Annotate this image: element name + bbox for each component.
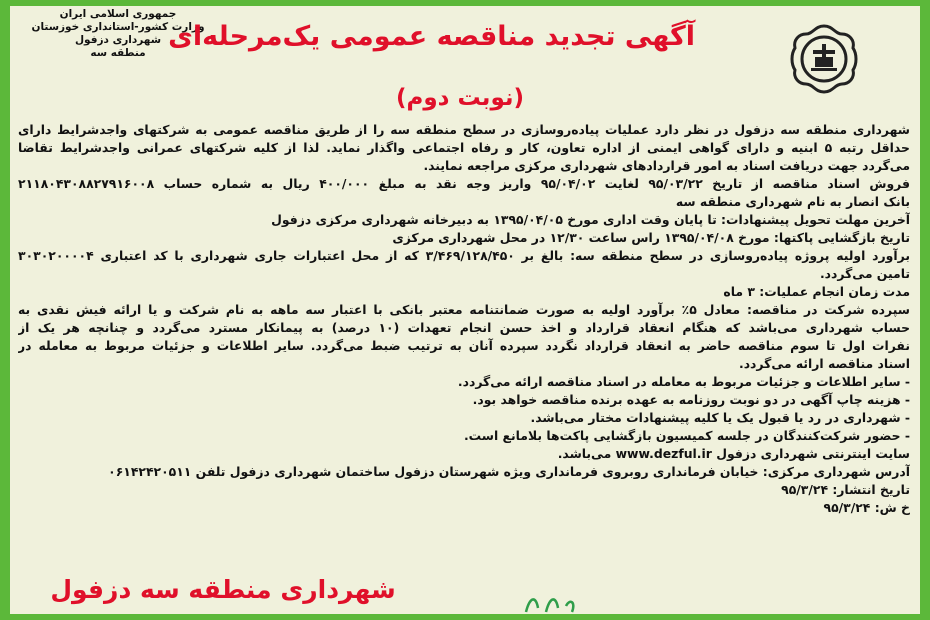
address-line: آدرس شهرداری مرکزی: خیابان فرمانداری روبروی فرمانداری ویژه شهرستان دزفول ساختمان شهرداری دزفول تلفن ۰۶۱۴۲۴۲۰۵۱۱: [108, 464, 910, 479]
reference-code: خ ش: ۹۵/۳/۲۴: [823, 500, 910, 515]
deposit-line: اسناد مناقصه ارائه می‌گردد.: [738, 356, 910, 371]
deposit-line: حساب شهرداری می‌باشد که هنگام انعقاد قرارداد و اخذ حسن انجام تعهدات (۱۰ درصد) به پیمانکار مسترد می‌گردد و چنانچه هر یک از: [18, 320, 910, 335]
website-line: [18, 445, 910, 463]
project-duration: مدت زمان انجام عملیات: ۳ ماه: [723, 284, 910, 299]
org-line-country: جمهوری اسلامی ایران: [59, 8, 177, 20]
estimate-line: برآورد اولیه پروژه پیاده‌روسازی در سطح منطقه سه: بالغ بر ۳/۴۶۹/۱۲۸/۴۵۰ که از محل اعتبارات جاری شهرداری با کد اعتباری ۳۰۳۰۲۰۰۰۰۴: [18, 248, 910, 263]
org-line-district: منطقه سه: [90, 47, 146, 59]
website-link[interactable]: www.dezful.ir: [615, 446, 712, 461]
org-line-ministry: وزارت کشور-استانداری خوزستان: [31, 21, 205, 33]
document-sale-line: فروش اسناد مناقصه از تاریخ ۹۵/۰۳/۲۲ لغایت ۹۵/۰۴/۰۲ واریز وجه نقد به مبلغ ۴۰۰/۰۰۰ ریال به شماره حساب ۲۱۱۸۰۴۳۰۸۸۲۷۹۱۶۰۰۸: [18, 176, 910, 191]
ad-subtitle: (نوبت دوم): [395, 85, 525, 111]
website-prefix: سایت اینترنتی شهرداری دزفول: [716, 446, 910, 461]
publish-date: تاریخ انتشار: ۹۵/۳/۲۴: [781, 482, 910, 497]
intro-line: شهرداری منطقه سه دزفول در نظر دارد عملیات پیاده‌روسازی در سطح منطقه سه را از طریق مناقصه عمومی به شرکتهای واجدشرایط دارای: [18, 122, 910, 137]
org-line-municipality: شهرداری دزفول: [74, 34, 162, 46]
ad-title: آگهی تجدید مناقصه عمومی یک‌مرحله‌ای: [168, 21, 695, 52]
opening-date: تاریخ بازگشایی پاکتها: مورخ ۱۳۹۵/۰۴/۰۸ راس ساعت ۱۲/۳۰ در محل شهرداری مرکزی: [392, 230, 910, 245]
footer-signature: شهرداری منطقه سه دزفول: [50, 575, 396, 604]
submission-deadline: آخرین مهلت تحویل پیشنهادات: تا پایان وقت اداری مورخ ۱۳۹۵/۰۴/۰۵ به دبیرخانه شهرداری مرکزی دزفول: [271, 212, 910, 227]
bullet-item: - سایر اطلاعات و جزئیات مربوط به معامله در اسناد مناقصه ارائه می‌گردد.: [457, 374, 910, 389]
intro-line: می‌گردد جهت دریافت اسناد به امور قراردادهای شهرداری مرکزی مراجعه نمایند.: [423, 158, 910, 173]
intro-line: حداقل رتبه ۵ ابنیه و دارای گواهی ایمنی از اداره تعاون، کار و رفاه اجتماعی واگذار نماید. لذا از کلیه شرکتهای عمرانی واجدشرایط تقاضا: [18, 140, 910, 155]
deposit-line: نفرات اول تا سوم مناقصه حاضر به انعقاد قرارداد نگردد سپرده آنان به ترتیب ضبط می‌گردد. سایر اطلاعات و جزئیات مربوط به معامله در: [18, 338, 910, 353]
handwritten-mark-icon: [520, 592, 590, 616]
bullet-item: - حضور شرکت‌کنندگان در جلسه کمیسیون بازگشایی پاکت‌ها بلامانع است.: [463, 428, 910, 443]
estimate-line: تامین می‌گردد.: [819, 266, 910, 281]
ad-body: [18, 121, 910, 553]
bullet-item: - هزینه چاپ آگهی در دو نوبت روزنامه به عهده برنده مناقصه خواهد بود.: [472, 392, 910, 407]
bullet-item: - شهرداری در رد یا قبول یک یا کلیه پیشنهادات مختار می‌باشد.: [530, 410, 910, 425]
document-sale-line: بانک انصار به نام شهرداری منطقه سه: [675, 194, 910, 209]
municipality-emblem-icon: [785, 20, 863, 98]
deposit-line: سپرده شرکت در مناقصه: معادل ۵٪ برآورد اولیه به صورت ضمانتنامه معتبر بانکی با اعتبار سه ماهه به نام شرکت و یا ارائه فیش نقدی به: [18, 302, 910, 317]
website-suffix: می‌باشد.: [557, 446, 612, 461]
